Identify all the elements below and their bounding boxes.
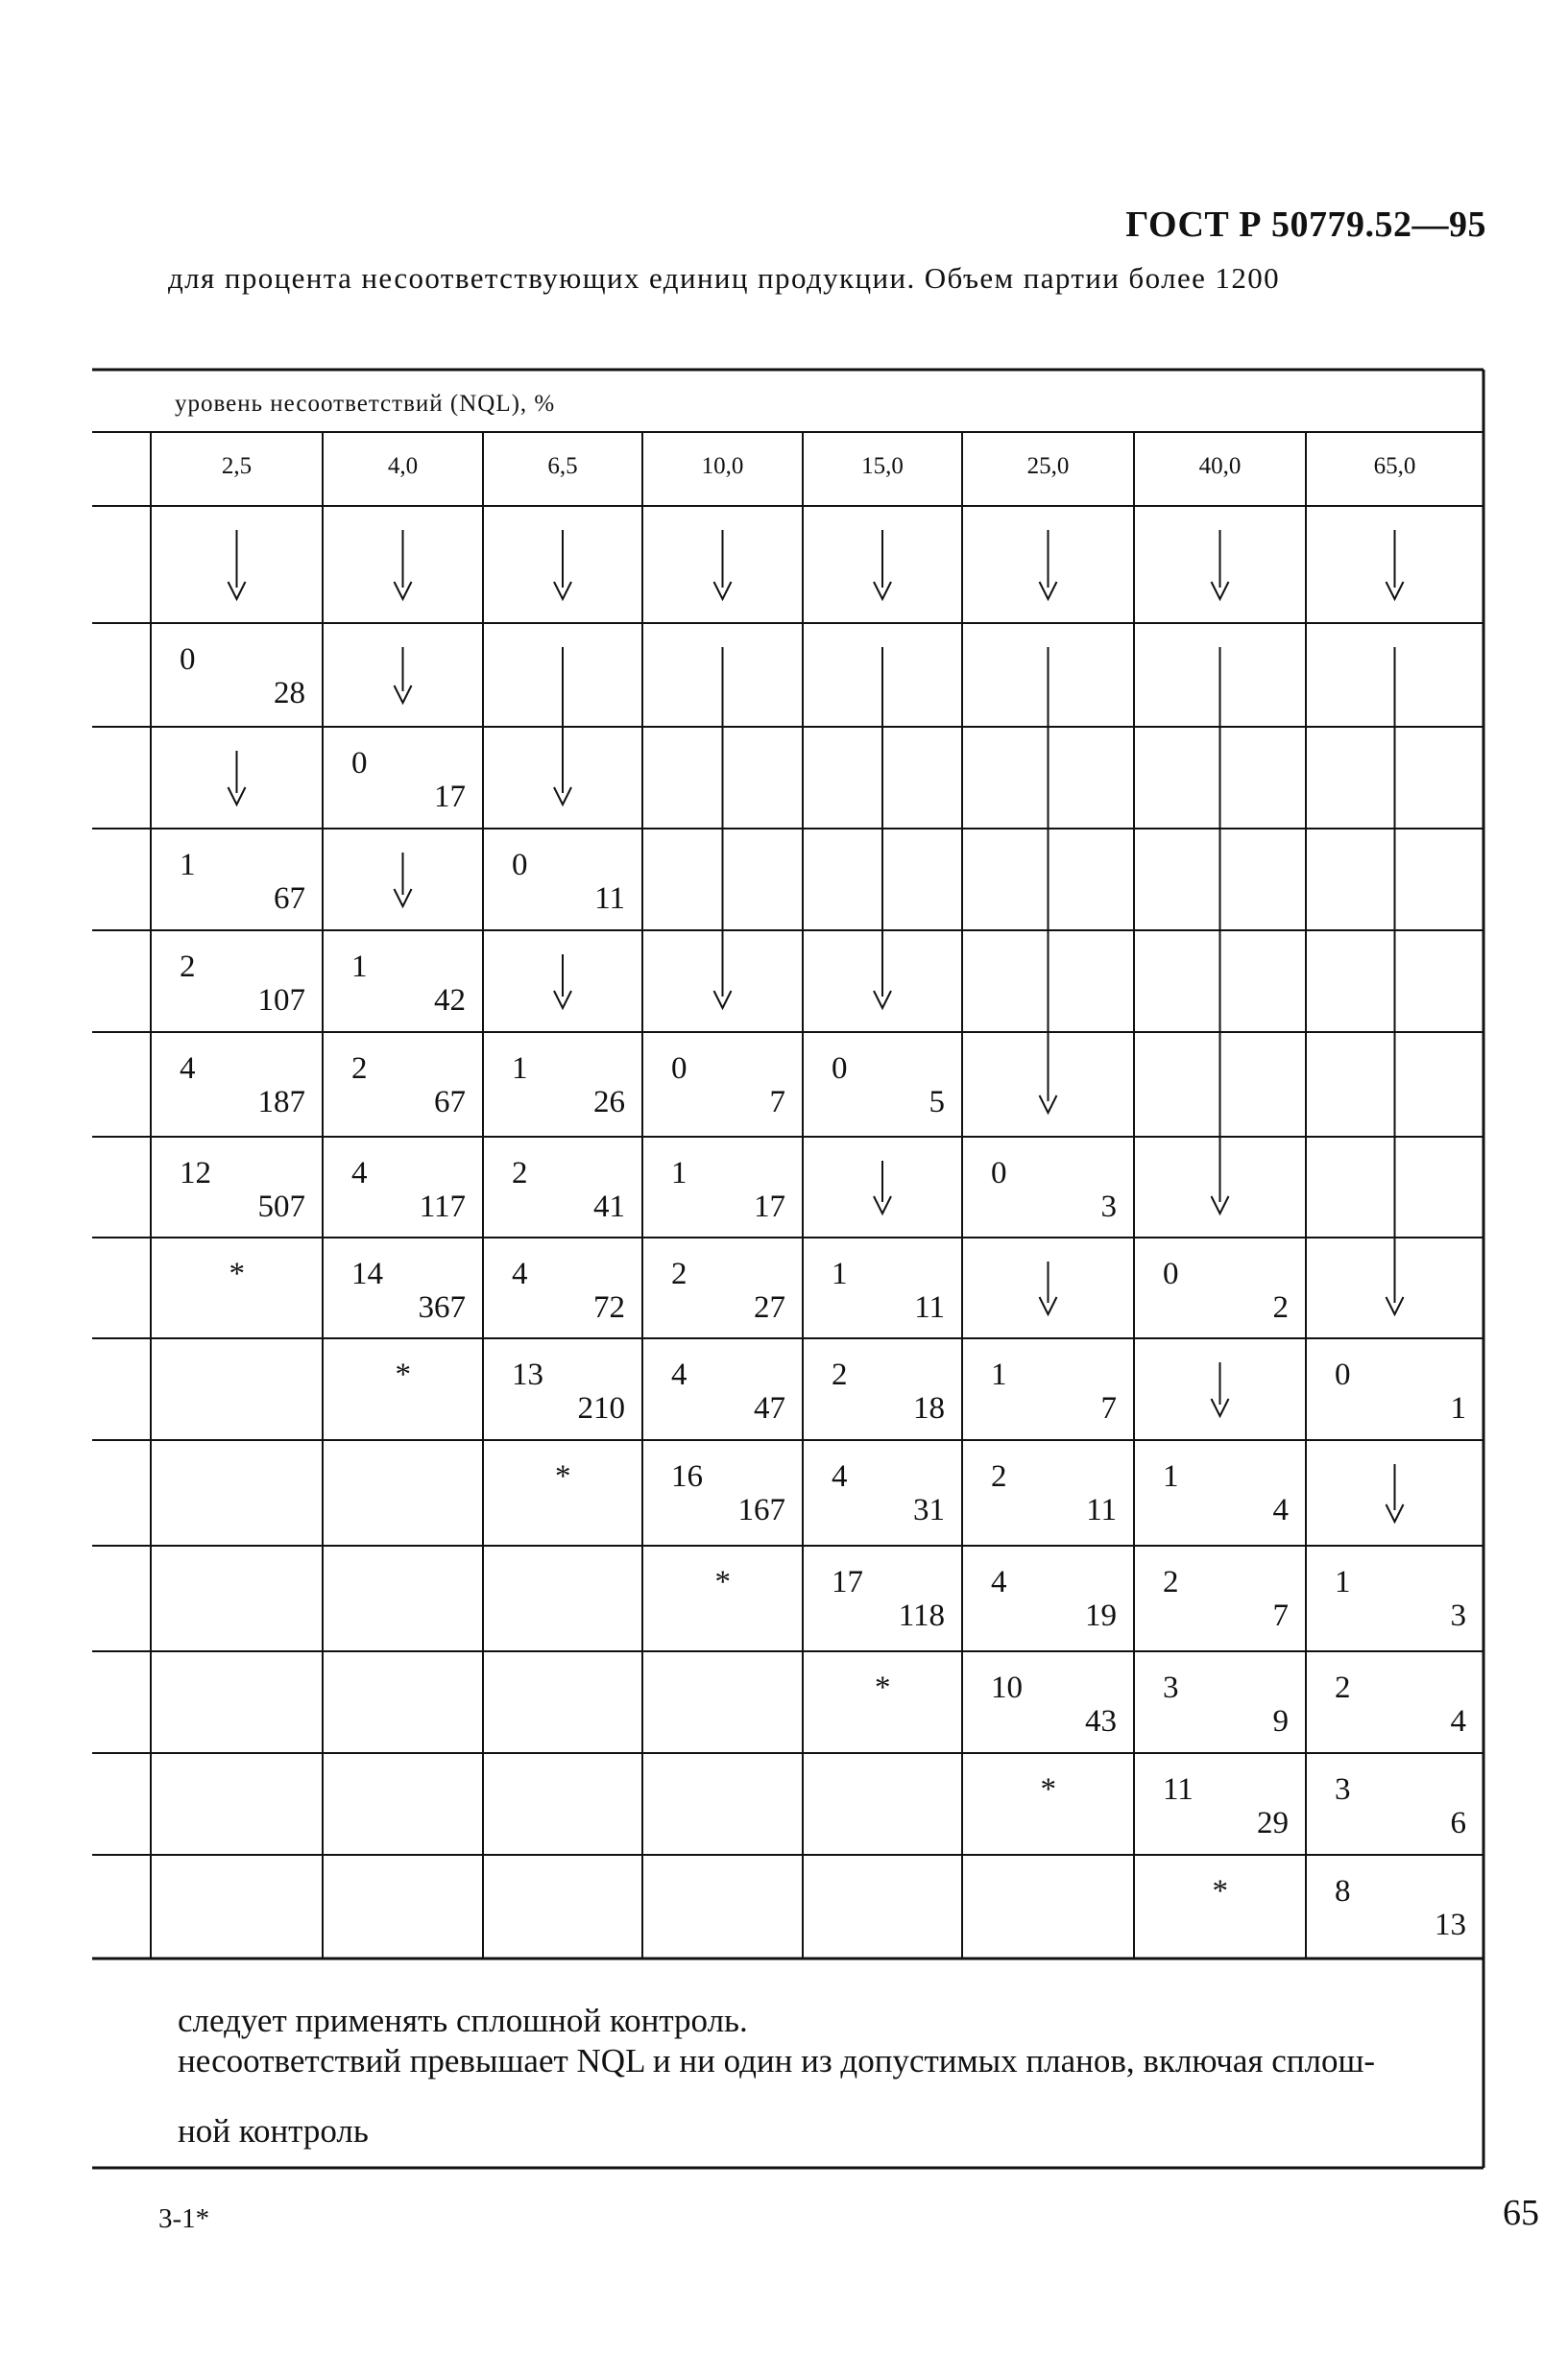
acceptance-number: 0 — [671, 1051, 688, 1086]
column-header: 15,0 — [861, 453, 904, 479]
sample-size: 17 — [754, 1190, 785, 1224]
acceptance-number: 0 — [351, 746, 368, 781]
acceptance-number: 1 — [512, 1051, 528, 1086]
acceptance-number: 12 — [180, 1156, 211, 1190]
sample-size: 367 — [418, 1290, 466, 1325]
sample-size: 107 — [257, 983, 305, 1018]
sample-size: 1 — [1450, 1391, 1466, 1426]
acceptance-number: 0 — [832, 1051, 848, 1086]
acceptance-number: 2 — [1335, 1671, 1351, 1705]
sample-size: 3 — [1100, 1190, 1117, 1224]
sample-size: 4 — [1272, 1493, 1289, 1527]
footnote-line-3: ной контроль — [178, 2112, 369, 2150]
acceptance-number: 3 — [1335, 1772, 1351, 1807]
sample-size: 11 — [594, 881, 625, 916]
sample-size: 17 — [434, 780, 466, 814]
asterisk-mark: * — [229, 1257, 245, 1291]
acceptance-number: 8 — [1335, 1874, 1351, 1909]
acceptance-number: 1 — [1163, 1459, 1179, 1494]
acceptance-number: 16 — [671, 1459, 703, 1494]
column-header: 6,5 — [547, 453, 578, 479]
acceptance-number: 2 — [671, 1257, 688, 1291]
sample-size: 19 — [1085, 1599, 1117, 1633]
sample-size: 72 — [593, 1290, 625, 1325]
acceptance-number: 4 — [180, 1051, 196, 1086]
sample-size: 167 — [737, 1493, 785, 1527]
acceptance-number: 14 — [351, 1257, 383, 1291]
sample-size: 67 — [274, 881, 305, 916]
asterisk-mark: * — [1040, 1772, 1056, 1807]
sample-size: 7 — [1272, 1599, 1289, 1633]
column-header: 40,0 — [1198, 453, 1242, 479]
sample-size: 13 — [1435, 1908, 1466, 1942]
acceptance-number: 1 — [351, 950, 368, 984]
acceptance-number: 1 — [1335, 1565, 1351, 1599]
acceptance-number: 0 — [512, 848, 528, 882]
sample-size: 31 — [913, 1493, 945, 1527]
acceptance-number: 4 — [351, 1156, 368, 1190]
acceptance-number: 17 — [832, 1565, 863, 1599]
sample-size: 507 — [257, 1190, 305, 1224]
footnote-line-2: несоответствий превышает NQL и ни один из допустимых планов, включая сплош- — [178, 2042, 1376, 2079]
acceptance-number: 2 — [512, 1156, 528, 1190]
acceptance-number: 4 — [832, 1459, 848, 1494]
acceptance-number: 0 — [180, 642, 196, 677]
column-header: 65,0 — [1373, 453, 1416, 479]
acceptance-number: 2 — [832, 1358, 848, 1392]
acceptance-number: 2 — [180, 950, 196, 984]
sample-size: 7 — [769, 1085, 785, 1119]
sample-size: 26 — [593, 1085, 625, 1119]
sample-size: 11 — [914, 1290, 945, 1325]
sample-size: 3 — [1450, 1599, 1466, 1633]
sample-size: 43 — [1085, 1704, 1117, 1739]
level-heading: уровень несоответствий (NQL), % — [175, 391, 556, 417]
acceptance-number: 1 — [671, 1156, 688, 1190]
acceptance-number: 0 — [991, 1156, 1007, 1190]
sample-size: 117 — [419, 1190, 466, 1224]
sampling-table-grid — [92, 368, 1494, 2182]
sample-size: 47 — [754, 1391, 785, 1426]
acceptance-number: 1 — [180, 848, 196, 882]
asterisk-mark: * — [395, 1358, 411, 1392]
acceptance-number: 13 — [512, 1358, 543, 1392]
asterisk-mark: * — [714, 1565, 731, 1599]
sample-size: 7 — [1100, 1391, 1117, 1426]
acceptance-number: 2 — [1163, 1565, 1179, 1599]
sample-size: 29 — [1257, 1806, 1289, 1840]
column-header: 25,0 — [1026, 453, 1070, 479]
acceptance-number: 2 — [991, 1459, 1007, 1494]
sample-size: 210 — [577, 1391, 625, 1426]
sample-size: 11 — [1086, 1493, 1117, 1527]
sample-size: 67 — [434, 1085, 466, 1119]
sample-size: 28 — [274, 676, 305, 710]
asterisk-mark: * — [1212, 1874, 1228, 1909]
asterisk-mark: * — [555, 1459, 571, 1494]
acceptance-number: 2 — [351, 1051, 368, 1086]
sample-size: 6 — [1450, 1806, 1466, 1840]
acceptance-number: 4 — [512, 1257, 528, 1291]
acceptance-number: 11 — [1163, 1772, 1194, 1807]
sample-size: 2 — [1272, 1290, 1289, 1325]
footnote-line-1: следует применять сплошной контроль. — [178, 2002, 748, 2039]
column-header: 4,0 — [387, 453, 419, 479]
sample-size: 18 — [913, 1391, 945, 1426]
sample-size: 4 — [1450, 1704, 1466, 1739]
table-caption: для процента несоответствующих единиц продукции. Объем партии более 1200 — [168, 261, 1281, 295]
acceptance-number: 0 — [1163, 1257, 1179, 1291]
sample-size: 27 — [754, 1290, 785, 1325]
acceptance-number: 3 — [1163, 1671, 1179, 1705]
acceptance-number: 1 — [832, 1257, 848, 1291]
acceptance-number: 4 — [671, 1358, 688, 1392]
acceptance-number: 4 — [991, 1565, 1007, 1599]
acceptance-number: 1 — [991, 1358, 1007, 1392]
page-number: 65 — [1503, 2193, 1539, 2233]
column-header: 2,5 — [221, 453, 253, 479]
sample-size: 9 — [1272, 1704, 1289, 1739]
sample-size: 187 — [257, 1085, 305, 1119]
sample-size: 42 — [434, 983, 466, 1018]
column-header: 10,0 — [701, 453, 744, 479]
sample-size: 41 — [593, 1190, 625, 1224]
acceptance-number: 0 — [1335, 1358, 1351, 1392]
sample-size: 118 — [898, 1599, 945, 1633]
sample-size: 5 — [929, 1085, 945, 1119]
asterisk-mark: * — [875, 1671, 891, 1705]
standard-number: ГОСТ Р 50779.52—95 — [1125, 204, 1486, 245]
page-code: 3-1* — [158, 2203, 210, 2234]
acceptance-number: 10 — [991, 1671, 1023, 1705]
